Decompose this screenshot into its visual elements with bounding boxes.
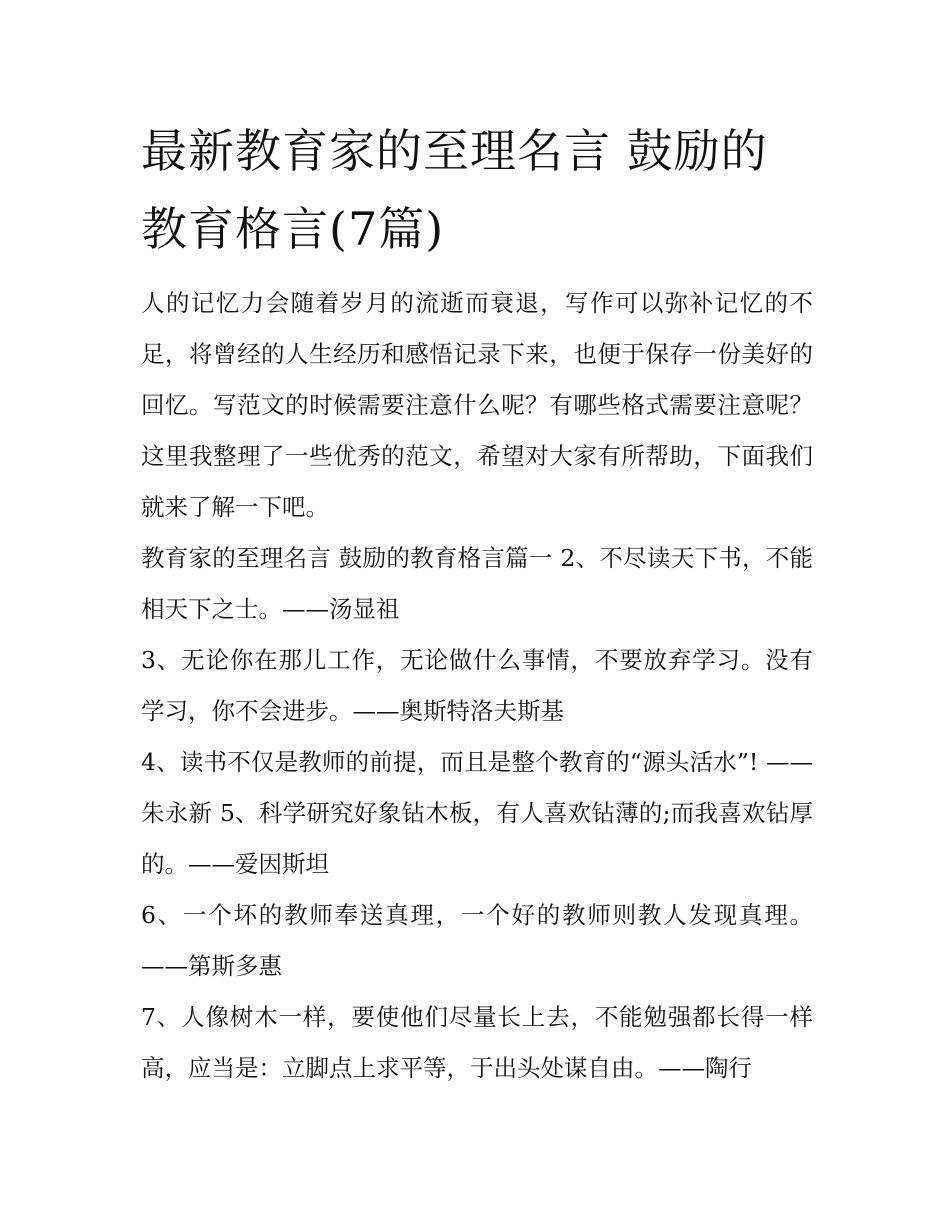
quote-paragraph-3: 4、读书不仅是教师的前提，而且是整个教育的“源头活水”! ——朱永新 5、科学研究好象钻木板，有人喜欢钻薄的;而我喜欢钻厚的。——爱因斯坦 xyxy=(141,748,813,878)
document-title xyxy=(141,112,813,268)
title-line-2: 教育格言(7篇) xyxy=(141,202,445,256)
intro-paragraph: 人的记忆力会随着岁月的流逝而衰退，写作可以弥补记忆的不足，将曾经的人生经历和感悟记录下来，也便于保存一份美好的回忆。写范文的时候需要注意什么呢？有哪些格式需要注意呢？这里我整理了一些优秀的范文，希望对大家有所帮助，下面我们就来了解一下吧。 xyxy=(141,289,813,521)
document-content xyxy=(141,112,813,1094)
quote-paragraph-1: 教育家的至理名言 鼓励的教育格言篇一 2、不尽读天下书，不能相天下之士。——汤显祖 xyxy=(141,544,813,623)
title-line-1: 最新教育家的至理名言 鼓励的 xyxy=(141,124,768,178)
quote-list xyxy=(141,533,813,1094)
quote-paragraph-4: 6、一个坏的教师奉送真理，一个好的教师则教人发现真理。——第斯多惠 xyxy=(141,901,813,980)
quote-paragraph-2: 3、无论你在那儿工作，无论做什么事情，不要放弃学习。没有学习，你不会进步。——奥斯特洛夫斯基 xyxy=(141,646,813,725)
quote-paragraph-5: 7、人像树木一样，要使他们尽量长上去，不能勉强都长得一样高，应当是：立脚点上求平等，于出头处谋自由。——陶行 xyxy=(141,1003,813,1082)
